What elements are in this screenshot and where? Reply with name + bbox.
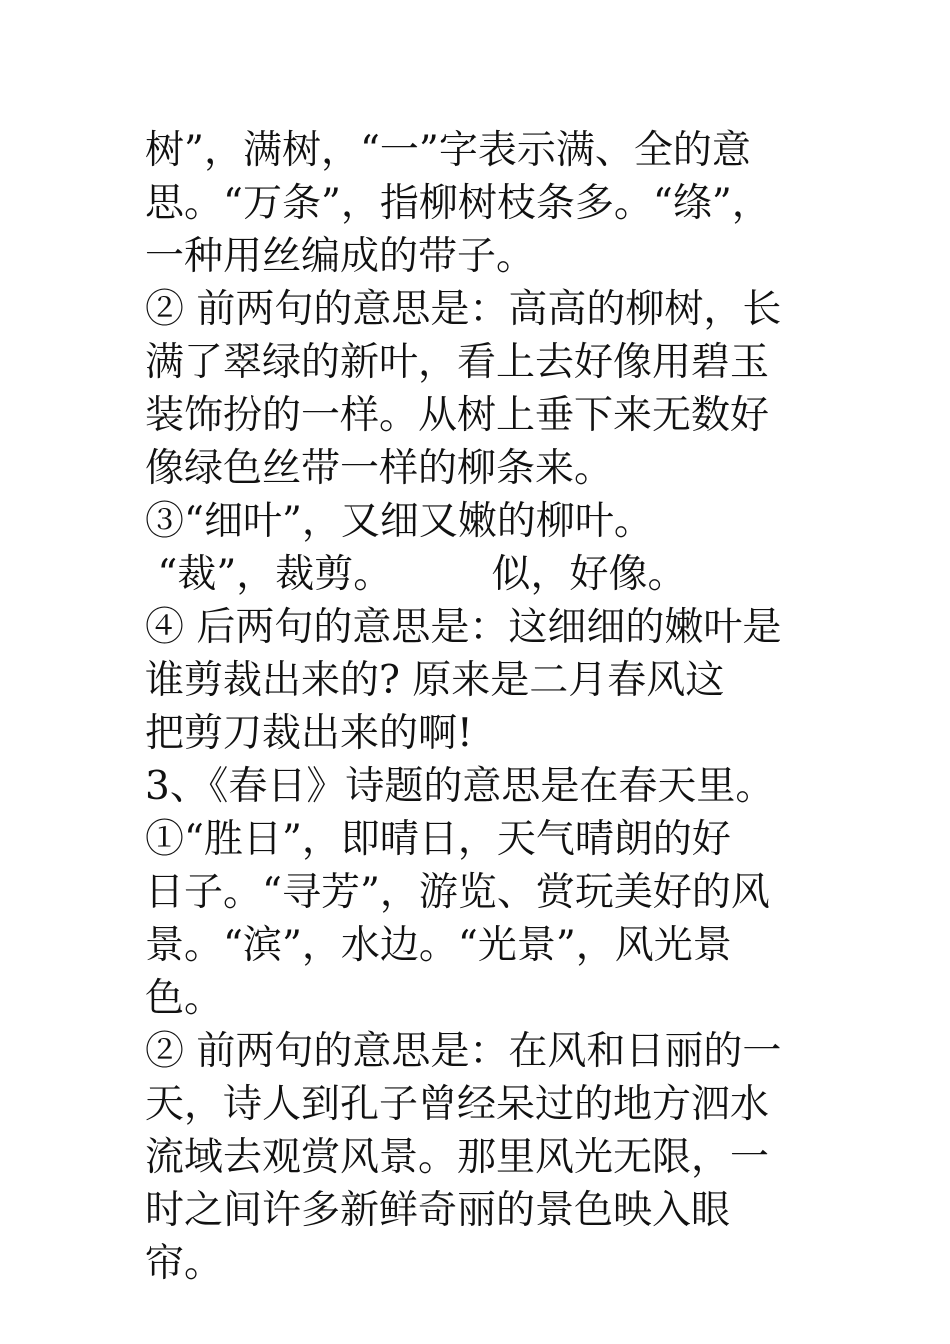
text-line: 色。 bbox=[145, 976, 224, 1021]
text-line: “裁”，裁剪。 似，好像。 bbox=[145, 552, 687, 597]
text-line: 装饰扮的一样。从树上垂下来无数好 bbox=[145, 393, 770, 438]
text-line: 流域去观赏风景。那里风光无限，一 bbox=[145, 1135, 770, 1180]
text-line: ④ 后两句的意思是：这细细的嫩叶是 bbox=[145, 605, 782, 650]
text-line: 景。“滨”，水边。“光景”，风光景 bbox=[145, 923, 732, 968]
text-line: 谁剪裁出来的? 原来是二月春风这 bbox=[145, 658, 725, 703]
text-line: 树”，满树，“一”字表示满、全的意 bbox=[145, 128, 751, 173]
text-line: 一种用丝编成的带子。 bbox=[145, 234, 536, 279]
text-line: 时之间许多新鲜奇丽的景色映入眼 bbox=[145, 1188, 731, 1233]
text-line: 思。“万条”，指柳树枝条多。“绦”， bbox=[145, 181, 771, 226]
text-line: 满了翠绿的新叶，看上去好像用碧玉 bbox=[145, 340, 770, 385]
text-line: 帘。 bbox=[145, 1241, 224, 1286]
text-line: ② 前两句的意思是：高高的柳树，长 bbox=[145, 287, 782, 332]
text-line: 3、《春日》诗题的意思是在春天里。 bbox=[145, 764, 775, 809]
document-text bbox=[145, 124, 825, 1290]
text-line: ③“细叶”，又细又嫩的柳叶。 bbox=[145, 499, 653, 544]
text-line: 把剪刀裁出来的啊! bbox=[145, 711, 473, 756]
text-line: ② 前两句的意思是：在风和日丽的一 bbox=[145, 1029, 782, 1074]
text-line: 天，诗人到孔子曾经呆过的地方泗水 bbox=[145, 1082, 770, 1127]
text-line: 像绿色丝带一样的柳条来。 bbox=[145, 446, 614, 491]
text-line: 日子。“寻芳”，游览、赏玩美好的风 bbox=[145, 870, 770, 915]
text-line: ①“胜日”，即晴日，天气晴朗的好 bbox=[145, 817, 731, 862]
